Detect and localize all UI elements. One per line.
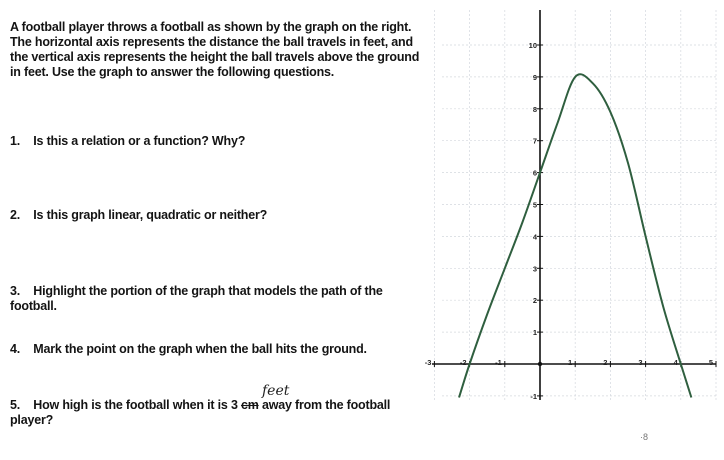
question-text: Is this a relation or a function? Why?: [33, 134, 246, 148]
question-number: 2.: [10, 208, 21, 222]
question-text: Is this graph linear, quadratic or neither?: [33, 208, 268, 222]
question-text-after: away from the football player?: [10, 398, 391, 427]
x-tick-label: 4: [673, 358, 678, 367]
x-tick-label: 5: [708, 358, 713, 367]
x-tick-label: 1: [568, 358, 573, 367]
handwritten-feet-note: feet: [262, 383, 290, 399]
question-number: 3.: [10, 284, 21, 298]
question-text: Mark the point on the graph when the ball hits the ground.: [33, 342, 367, 356]
origin-dot: [538, 362, 542, 366]
y-tick-label: 7: [532, 136, 537, 146]
y-tick-label: 8: [532, 104, 537, 114]
question-text: Highlight the portion of the graph that models the path of the football.: [10, 284, 383, 313]
y-tick-label: 1: [532, 328, 537, 338]
corner-mark: ·8: [640, 432, 649, 442]
x-tick-label: 2: [603, 358, 608, 367]
question-number: 1.: [10, 134, 21, 148]
y-tick-label: 2: [532, 296, 537, 306]
y-tick-label: 9: [532, 72, 537, 82]
x-tick-label: -3: [424, 358, 432, 367]
y-tick-label: 3: [532, 264, 537, 274]
y-tick-label: 5: [532, 200, 537, 210]
struck-unit: cm: [240, 398, 259, 412]
question-number: 4.: [10, 342, 21, 356]
question-number: 5.: [10, 398, 21, 412]
y-tick-label: 4: [532, 232, 537, 242]
y-tick-label: 10: [528, 41, 537, 50]
x-tick-label: -1: [495, 358, 502, 367]
x-tick-label: 3: [638, 358, 643, 367]
question-text-before: How high is the football when it is 3: [33, 398, 238, 412]
y-tick-label: 6: [532, 168, 537, 178]
intro-paragraph: A football player throws a football as shown by the graph on the right. The horizontal axis represents the distance the ball travels in feet, and the vertical axis represents the height the ball travels above the ground in feet. Use the graph to answer the following questions.: [10, 20, 420, 79]
x-tick-label: -2: [459, 358, 467, 367]
y-tick-label: -1: [530, 391, 537, 401]
